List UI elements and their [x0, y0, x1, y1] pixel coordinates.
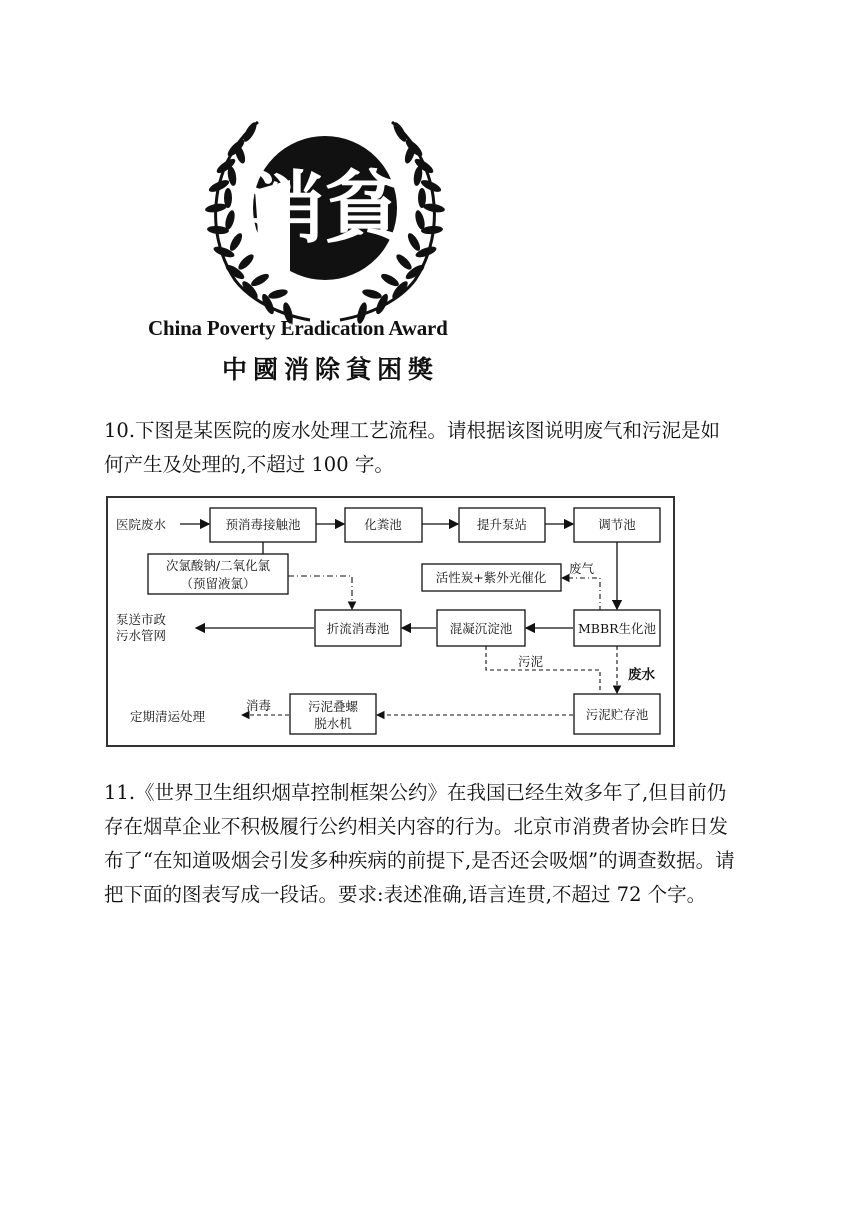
box-septic-label: 化粪池 — [364, 517, 402, 532]
waste-gas-label: 废气 — [569, 561, 595, 576]
award-title-en: China Poverty Eradication Award — [148, 316, 448, 340]
box-chemical-line1: 次氯酸钠/二氧化氯 — [165, 558, 271, 573]
award-logo — [140, 110, 510, 385]
source-label: 医院废水 — [116, 517, 167, 532]
wastewater-flowchart — [106, 496, 676, 748]
periodic-label: 定期清运处理 — [130, 709, 206, 724]
seal-emblem — [247, 136, 409, 280]
question-10-line: 何产生及处理的,不超过 100 字。 — [104, 453, 394, 476]
box-carbon-label: 活性炭+紫外光催化 — [435, 570, 547, 585]
question-10 — [104, 414, 764, 482]
question-11-line: 11.《世界卫生组织烟草控制框架公约》在我国已经生效多年了,但目前仍 — [104, 781, 727, 804]
box-sludge-dewater-line2: 脱水机 — [314, 716, 352, 731]
box-predisinfect-label: 预消毒接触池 — [225, 517, 301, 532]
disinfection-label: 消毒 — [246, 698, 272, 713]
box-chemical-line2: （预留液氯） — [180, 576, 256, 591]
question-11-line: 布了“在知道吸烟会引发多种疾病的前提下,是否还会吸烟”的调查数据。请 — [104, 849, 735, 872]
seal-text: 消貧 — [246, 163, 404, 254]
pump-out-line1: 泵送市政 — [116, 612, 167, 627]
question-11 — [104, 776, 764, 912]
box-disinfect-label: 折流消毒池 — [326, 621, 390, 636]
box-regulate-label: 调节池 — [598, 517, 636, 532]
question-11-line: 存在烟草企业不积极履行公约相关内容的行为。北京市消费者协会昨日发 — [104, 815, 729, 838]
box-sludge-store-label: 污泥贮存池 — [585, 707, 649, 722]
award-title-zh: 中國消除貧困獎 — [222, 355, 440, 384]
sludge-label: 污泥 — [518, 654, 544, 669]
box-mbbr-label: MBBR生化池 — [577, 621, 657, 636]
box-coagulate-label: 混凝沉淀池 — [449, 621, 513, 636]
question-10-line: 10.下图是某医院的废水处理工艺流程。请根据该图说明废气和污泥是如 — [104, 419, 721, 442]
box-pump-label: 提升泵站 — [476, 517, 528, 532]
waste-water-label: 废水 — [628, 667, 655, 683]
box-sludge-dewater-line1: 污泥叠螺 — [307, 699, 359, 714]
question-11-line: 把下面的图表写成一段话。要求:表述准确,语言连贯,不超过 72 个字。 — [104, 883, 707, 906]
pump-out-line2: 污水管网 — [116, 628, 167, 643]
